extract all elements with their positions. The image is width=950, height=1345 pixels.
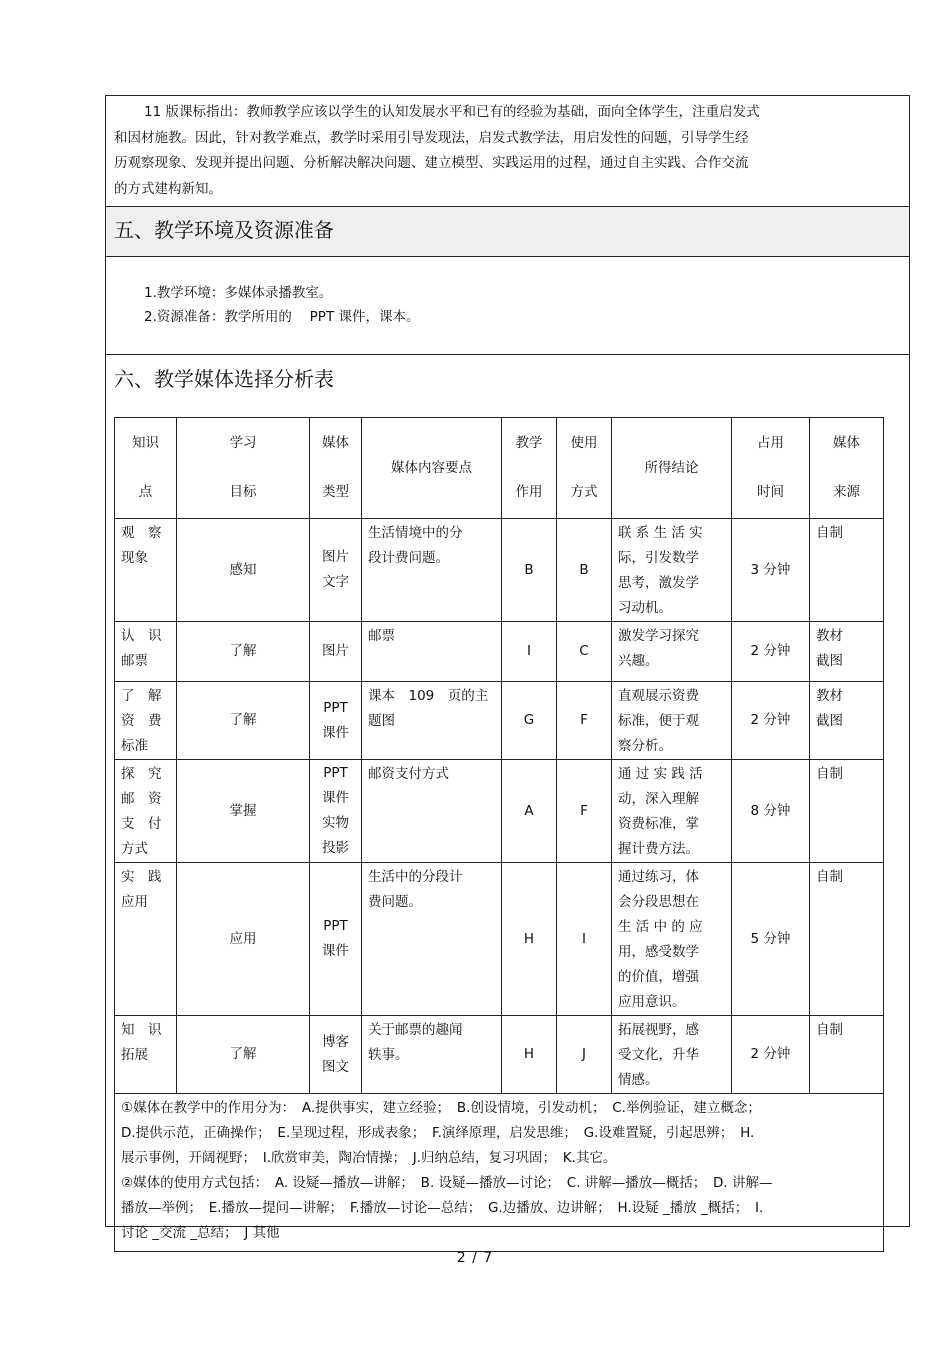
content-cell: 生活情境中的分 段计费问题。 bbox=[362, 519, 502, 622]
intro-paragraph bbox=[106, 96, 909, 207]
content-cell: 邮资支付方式 bbox=[362, 760, 502, 863]
table-row bbox=[115, 519, 884, 622]
footnote-line: 展示事例，开阔视野； I.欣赏审美，陶冶情操； J.归纳总结，复习巩固； K.其它。 bbox=[121, 1150, 617, 1166]
document-frame bbox=[105, 95, 910, 1241]
header-source: 媒体 来源 bbox=[810, 418, 884, 519]
conclusion-cell: 通过练习，体 会分段思想在 生 活 中 的 应 用，感受数学 的价值，增强 应用意识。 bbox=[612, 863, 732, 1016]
content-cell: 关于邮票的趣闻 轶事。 bbox=[362, 1016, 502, 1094]
media-analysis-table bbox=[114, 417, 884, 1252]
method-cell: F bbox=[557, 760, 612, 863]
source-cell: 自制 bbox=[810, 519, 884, 622]
type-cell: PPT 课件 实物 投影 bbox=[310, 760, 362, 863]
time-cell: 2 分钟 bbox=[732, 1016, 810, 1094]
method-cell: J bbox=[557, 1016, 612, 1094]
header-content: 媒体内容要点 bbox=[362, 418, 502, 519]
goal-cell: 了解 bbox=[177, 1016, 310, 1094]
conclusion-cell: 直观展示资费 标准，便于观 察分析。 bbox=[612, 682, 732, 760]
header-goal: 学习 目标 bbox=[177, 418, 310, 519]
source-cell: 自制 bbox=[810, 760, 884, 863]
role-cell: H bbox=[502, 863, 557, 1016]
method-cell: I bbox=[557, 863, 612, 1016]
footnote-line: D.提供示范，正确操作； E.呈现过程，形成表象； F.演绎原理，启发思维； G.设难置疑，引起思辨； H. bbox=[121, 1125, 755, 1141]
intro-line: 历观察现象、发现并提出问题、分析解决解决问题、建立模型、实践运用的过程，通过自主实践、合作交流 bbox=[114, 155, 749, 171]
conclusion-cell: 激发学习探究 兴趣。 bbox=[612, 622, 732, 682]
footnote-line: ①媒体在教学中的作用分为： A.提供事实，建立经验； B.创设情境，引发动机； C.举例验证，建立概念； bbox=[121, 1100, 761, 1116]
knowledge-cell: 观 察 现象 bbox=[115, 519, 177, 622]
table-row bbox=[115, 1016, 884, 1094]
knowledge-cell: 探 究 邮 资 支 付 方式 bbox=[115, 760, 177, 863]
goal-cell: 了解 bbox=[177, 682, 310, 760]
header-time: 占用 时间 bbox=[732, 418, 810, 519]
knowledge-cell: 了 解 资 费 标准 bbox=[115, 682, 177, 760]
knowledge-cell: 实 践 应用 bbox=[115, 863, 177, 1016]
intro-line: 的方式建构新知。 bbox=[114, 180, 222, 197]
section6-heading: 六、教学媒体选择分析表 bbox=[114, 367, 334, 391]
table-row bbox=[115, 760, 884, 863]
source-cell: 自制 bbox=[810, 1016, 884, 1094]
source-cell: 教材 截图 bbox=[810, 622, 884, 682]
goal-cell: 掌握 bbox=[177, 760, 310, 863]
goal-cell: 了解 bbox=[177, 622, 310, 682]
type-cell: PPT 课件 bbox=[310, 863, 362, 1016]
time-cell: 3 分钟 bbox=[732, 519, 810, 622]
role-cell: A bbox=[502, 760, 557, 863]
type-cell: PPT 课件 bbox=[310, 682, 362, 760]
header-role: 教学 作用 bbox=[502, 418, 557, 519]
conclusion-cell: 联 系 生 活 实 际，引发数学 思考，激发学 习动机。 bbox=[612, 519, 732, 622]
resource-item: 2.资源准备：教学所用的 PPT 课件，课本。 bbox=[144, 309, 420, 325]
source-cell: 自制 bbox=[810, 863, 884, 1016]
table-row bbox=[115, 863, 884, 1016]
role-cell: B bbox=[502, 519, 557, 622]
environment-item: 1.教学环境：多媒体录播教室。 bbox=[144, 285, 333, 301]
type-cell: 图片 文字 bbox=[310, 519, 362, 622]
goal-cell: 感知 bbox=[177, 519, 310, 622]
content-cell: 课本 109 页的主 题图 bbox=[362, 682, 502, 760]
intro-line: 和因材施教。因此，针对教学难点，教学时采用引导发现法，启发式教学法，用启发性的问题，引导学生经 bbox=[114, 129, 749, 146]
knowledge-cell: 知 识 拓展 bbox=[115, 1016, 177, 1094]
header-conclusion: 所得结论 bbox=[612, 418, 732, 519]
source-cell: 教材 截图 bbox=[810, 682, 884, 760]
footnote-line: ②媒体的使用方式包括： A. 设疑—播放—讲解； B. 设疑—播放—讨论； C. 讲解—播放—概括； D. 讲解— bbox=[121, 1175, 773, 1191]
footnote-line: 讨论 _交流 _总结； J 其他 bbox=[121, 1225, 280, 1241]
method-cell: F bbox=[557, 682, 612, 760]
header-method: 使用 方式 bbox=[557, 418, 612, 519]
time-cell: 8 分钟 bbox=[732, 760, 810, 863]
time-cell: 2 分钟 bbox=[732, 682, 810, 760]
type-cell: 博客 图文 bbox=[310, 1016, 362, 1094]
content-cell: 生活中的分段计 费问题。 bbox=[362, 863, 502, 1016]
method-cell: B bbox=[557, 519, 612, 622]
table-header-row bbox=[115, 418, 884, 519]
intro-line: 11 版课标指出：教师教学应该以学生的认知发展水平和已有的经验为基础，面向全体学生，注重启发式 bbox=[144, 104, 760, 120]
role-cell: G bbox=[502, 682, 557, 760]
conclusion-cell: 拓展视野，感 受文化，升华 情感。 bbox=[612, 1016, 732, 1094]
knowledge-cell: 认 识 邮票 bbox=[115, 622, 177, 682]
conclusion-cell: 通 过 实 践 活 动，深入理解 资费标准，掌 握计费方法。 bbox=[612, 760, 732, 863]
header-type: 媒体 类型 bbox=[310, 418, 362, 519]
section5-body bbox=[106, 257, 909, 355]
table-body bbox=[115, 519, 884, 1094]
table-row bbox=[115, 682, 884, 760]
type-cell: 图片 bbox=[310, 622, 362, 682]
time-cell: 5 分钟 bbox=[732, 863, 810, 1016]
footnote-line: 播放—举例； E.播放—提问—讲解； F.播放—讨论—总结； G.边播放、边讲解； H.设疑 _播放 _概括； I. bbox=[121, 1200, 764, 1216]
footnote-row bbox=[115, 1094, 884, 1252]
role-cell: I bbox=[502, 622, 557, 682]
table-row bbox=[115, 622, 884, 682]
section5-heading: 五、教学环境及资源准备 bbox=[106, 207, 909, 257]
header-knowledge: 知识 点 bbox=[115, 418, 177, 519]
goal-cell: 应用 bbox=[177, 863, 310, 1016]
method-cell: C bbox=[557, 622, 612, 682]
page-number: 2 / 7 bbox=[456, 1250, 494, 1266]
content-cell: 邮票 bbox=[362, 622, 502, 682]
footnote-cell bbox=[115, 1094, 884, 1252]
time-cell: 2 分钟 bbox=[732, 622, 810, 682]
role-cell: H bbox=[502, 1016, 557, 1094]
